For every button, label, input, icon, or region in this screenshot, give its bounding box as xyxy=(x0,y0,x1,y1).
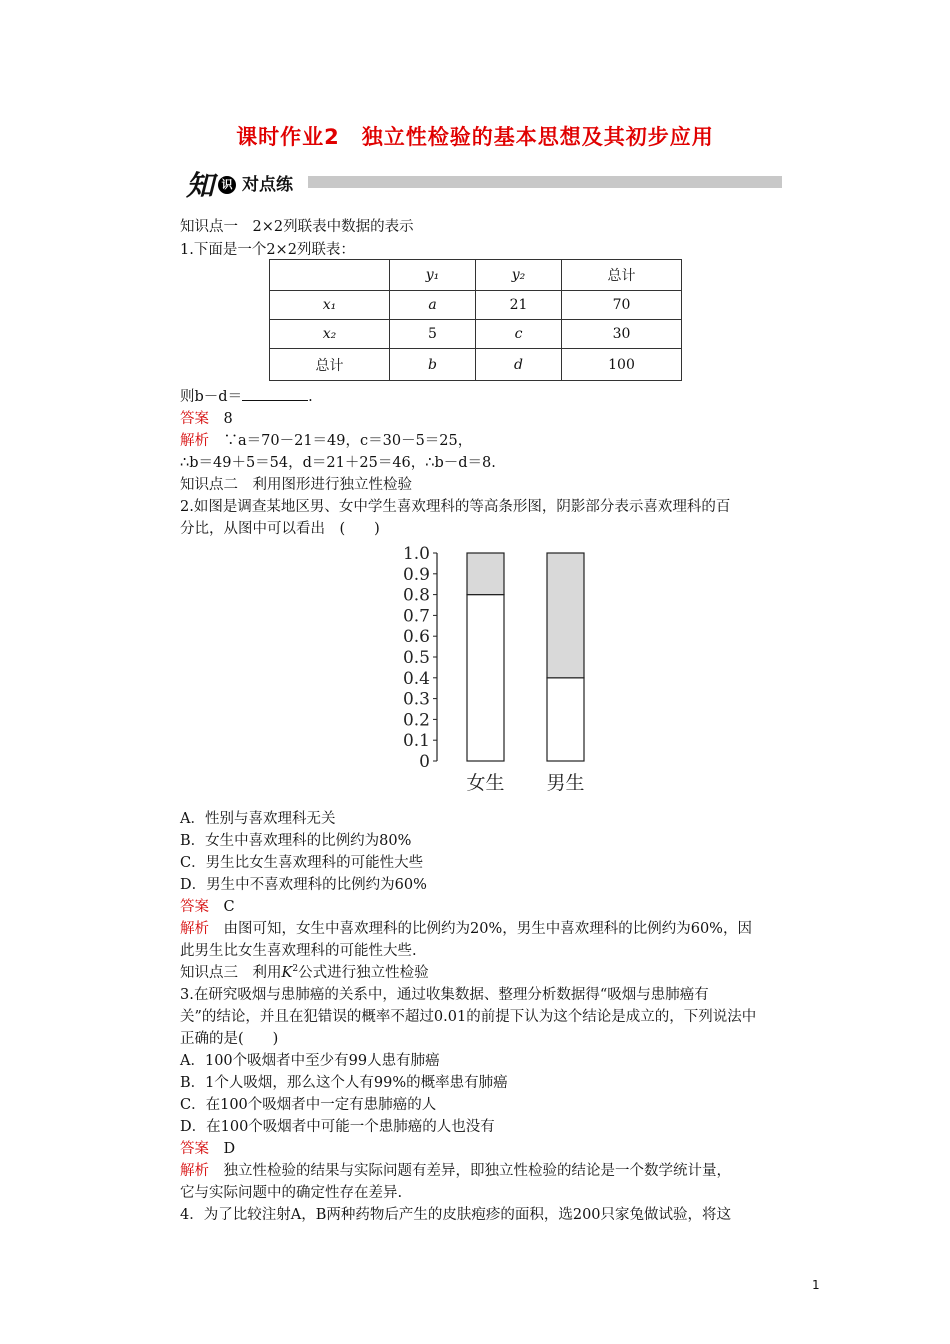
table-cell: c xyxy=(476,320,562,349)
question-3-stem-line-3: 正确的是( ) xyxy=(180,1031,279,1047)
bar-segment xyxy=(547,678,584,761)
chart-svg xyxy=(395,543,605,805)
heading-post: 公式进行独立性检验 xyxy=(298,965,429,981)
question-2-stem-line-2: 分比，从图中可以看出 ( ) xyxy=(180,521,380,537)
y-tick-label: 0.7 xyxy=(402,606,430,627)
y-tick-label: 0.2 xyxy=(402,710,430,731)
table-row xyxy=(270,291,682,320)
question-1-ask-text: 则b－d＝ xyxy=(180,389,243,405)
table-cell: 总计 xyxy=(270,349,390,381)
question-1-stem: 1.下面是一个2×2列联表： xyxy=(180,242,355,258)
answer-label: 答案 xyxy=(180,1141,209,1157)
question-4-stem: 4．为了比较注射A，B两种药物后产生的皮肤疱疹的面积，选200只家兔做试验，将这 xyxy=(180,1207,732,1223)
question-2-analysis-line-2: 此男生比女生喜欢理科的可能性大些. xyxy=(180,943,417,959)
y-tick-label: 0.6 xyxy=(402,627,430,648)
banner-char-zhi: 知 xyxy=(186,169,215,202)
analysis-text: ∵a＝70－21＝49，c＝30－5＝25， xyxy=(223,433,473,449)
question-1-analysis-line-2: ∴b＝49＋5＝54，d＝21＋25＝46，∴b－d＝8. xyxy=(180,455,496,471)
question-2-option-a: A．性别与喜欢理科无关 xyxy=(180,811,336,827)
banner-char-shi-badge: 识 xyxy=(218,176,236,194)
bar-segment xyxy=(547,553,584,678)
y-tick-label: 0.5 xyxy=(402,648,430,668)
heading-pre: 知识点三 利用 xyxy=(180,965,282,981)
table-row xyxy=(270,320,682,349)
question-3-analysis-line-2: 它与实际问题中的确定性存在差异. xyxy=(180,1185,403,1201)
answer-value: D xyxy=(223,1141,236,1157)
answer-blank xyxy=(242,386,308,401)
question-3-analysis xyxy=(180,1159,731,1180)
banner-bar xyxy=(308,176,782,188)
table-header-y2: y₂ xyxy=(476,260,562,291)
banner-label: 对点练 xyxy=(242,175,293,195)
analysis-label: 解析 xyxy=(180,433,209,449)
table-cell: 70 xyxy=(562,291,682,320)
question-3-answer xyxy=(180,1137,235,1158)
table-cell: 5 xyxy=(390,320,476,349)
answer-value: 8 xyxy=(223,411,233,427)
table-row xyxy=(270,349,682,381)
table-header-total: 总计 xyxy=(562,260,682,291)
table-cell xyxy=(270,260,390,291)
answer-label: 答案 xyxy=(180,411,209,427)
table-cell: x₁ xyxy=(270,291,390,320)
question-3-stem-line-1: 3.在研究吸烟与患肺癌的关系中，通过收集数据、整理分析数据得“吸烟与患肺癌有 xyxy=(180,987,709,1003)
table-header-row xyxy=(270,260,682,291)
x-category-label: 男生 xyxy=(546,772,585,794)
question-2-option-b: B．女生中喜欢理科的比例约为80% xyxy=(180,833,412,849)
question-2-stem-line-1: 2.如图是调查某地区男、女中学生喜欢理科的等高条形图，阴影部分表示喜欢理科的百 xyxy=(180,499,731,515)
table-cell: 100 xyxy=(562,349,682,381)
question-1-answer xyxy=(180,407,233,428)
y-tick-label: 0.4 xyxy=(402,668,430,689)
bar-segment xyxy=(467,595,504,761)
question-3-option-a: A．100个吸烟者中至少有99人患有肺癌 xyxy=(180,1053,440,1069)
knowledge-point-2-heading: 知识点二 利用图形进行独立性检验 xyxy=(180,477,412,493)
question-3-option-b: B．1个人吸烟，那么这个人有99%的概率患有肺癌 xyxy=(180,1075,508,1091)
y-tick-label: 0.8 xyxy=(402,585,430,606)
heading-sup: 2 xyxy=(292,964,299,975)
analysis-text: 独立性检验的结果与实际问题有差异，即独立性检验的结论是一个数学统计量， xyxy=(223,1163,731,1179)
answer-value: C xyxy=(223,899,235,915)
question-1-ask-end: . xyxy=(308,389,313,405)
analysis-label: 解析 xyxy=(180,921,209,937)
section-banner xyxy=(180,160,785,204)
knowledge-point-1-heading: 知识点一 2×2列联表中数据的表示 xyxy=(180,219,414,235)
question-2-option-d: D．男生中不喜欢理科的比例约为60% xyxy=(180,877,427,893)
x-category-label: 女生 xyxy=(466,772,505,794)
question-3-option-c: C．在100个吸烟者中一定有患肺癌的人 xyxy=(180,1097,437,1113)
question-1-ask xyxy=(180,385,313,406)
table-header-y1: y₁ xyxy=(390,260,476,291)
table-cell: x₂ xyxy=(270,320,390,349)
table-cell: 21 xyxy=(476,291,562,320)
heading-k: K xyxy=(281,965,293,981)
page-title: 课时作业2 独立性检验的基本思想及其初步应用 xyxy=(236,125,714,149)
table-cell: a xyxy=(390,291,476,320)
bar-segment xyxy=(467,553,504,595)
y-tick-label: 0.3 xyxy=(402,689,430,710)
y-tick-label: 1.0 xyxy=(402,544,430,564)
question-2-answer xyxy=(180,895,235,916)
table-cell: d xyxy=(476,349,562,381)
y-tick-label: 0.1 xyxy=(402,731,430,752)
question-2-analysis xyxy=(180,917,752,938)
analysis-text: 由图可知，女生中喜欢理科的比例约为20%，男生中喜欢理科的比例约为60%，因 xyxy=(223,921,752,937)
question-3-stem-line-2: 关”的结论，并且在犯错误的概率不超过0.01的前提下认为这个结论是成立的，下列说法中 xyxy=(180,1009,757,1025)
y-tick-label: 0.9 xyxy=(402,564,430,585)
answer-label: 答案 xyxy=(180,899,209,915)
analysis-label: 解析 xyxy=(180,1163,209,1179)
question-1-analysis xyxy=(180,429,472,450)
question-3-option-d: D．在100个吸烟者中可能一个患肺癌的人也没有 xyxy=(180,1119,495,1135)
stacked-bar-chart xyxy=(395,543,605,805)
knowledge-point-3-heading xyxy=(180,961,429,982)
contingency-table xyxy=(269,259,682,381)
page-number: 1 xyxy=(812,1278,820,1292)
table-cell: 30 xyxy=(562,320,682,349)
table-cell: b xyxy=(390,349,476,381)
y-tick-label: 0 xyxy=(419,752,430,772)
question-2-option-c: C．男生比女生喜欢理科的可能性大些 xyxy=(180,855,424,871)
